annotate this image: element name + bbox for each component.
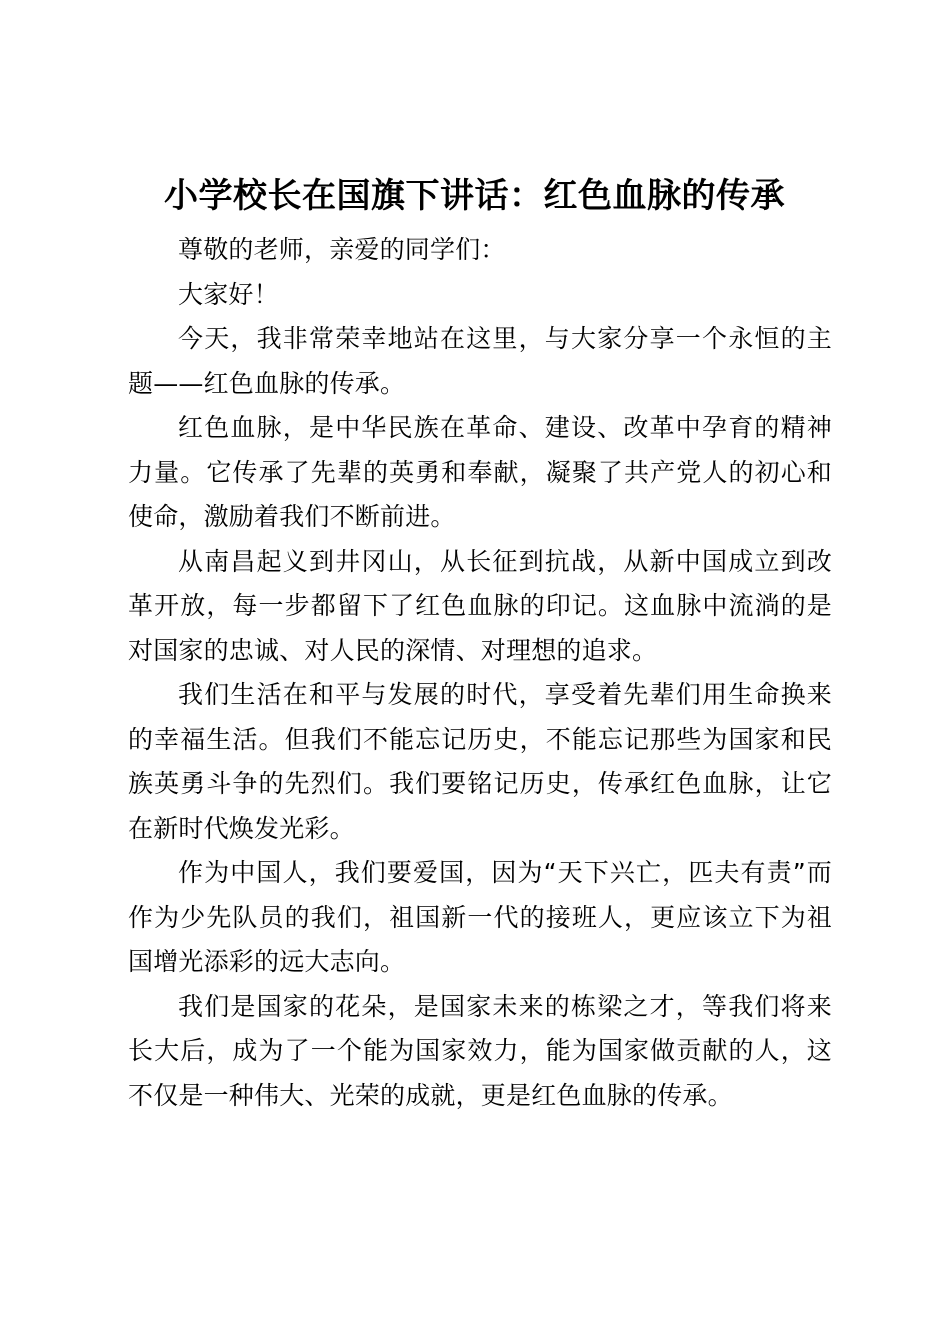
paragraph-remember: 我们生活在和平与发展的时代，享受着先辈们用生命换来的幸福生活。但我们不能忘记历史，不能忘记那些为国家和民族英勇斗争的先烈们。我们要铭记历史，传承红色血脉，让它在新时代焕发光彩。 xyxy=(128,680,832,843)
document-title: 小学校长在国旗下讲话：红色血脉的传承 xyxy=(164,176,785,216)
paragraph-history: 从南昌起义到井冈山，从长征到抗战，从新中国成立到改革开放，每一步都留下了红色血脉的印记。这血脉中流淌的是对国家的忠诚、对人民的深情、对理想的追求。 xyxy=(128,546,832,665)
paragraph-intro: 今天，我非常荣幸地站在这里，与大家分享一个永恒的主题——红色血脉的传承。 xyxy=(128,324,832,398)
greeting: 大家好！ xyxy=(178,279,279,309)
paragraph-definition: 红色血脉，是中华民族在革命、建设、改革中孕育的精神力量。它传承了先辈的英勇和奉献，凝聚了共产党人的初心和使命，激励着我们不断前进。 xyxy=(128,413,832,531)
paragraph-conclusion: 我们是国家的花朵，是国家未来的栋梁之才，等我们将来长大后，成为了一个能为国家效力，能为国家做贡献的人，这不仅是一种伟大、光荣的成就，更是红色血脉的传承。 xyxy=(128,991,832,1110)
paragraph-patriotism: 作为中国人，我们要爱国，因为“天下兴亡，匹夫有责”而作为少先队员的我们，祖国新一代的接班人，更应该立下为祖国增光添彩的远大志向。 xyxy=(128,858,832,976)
salutation: 尊敬的老师，亲爱的同学们： xyxy=(178,235,506,264)
document-page xyxy=(128,170,832,1118)
